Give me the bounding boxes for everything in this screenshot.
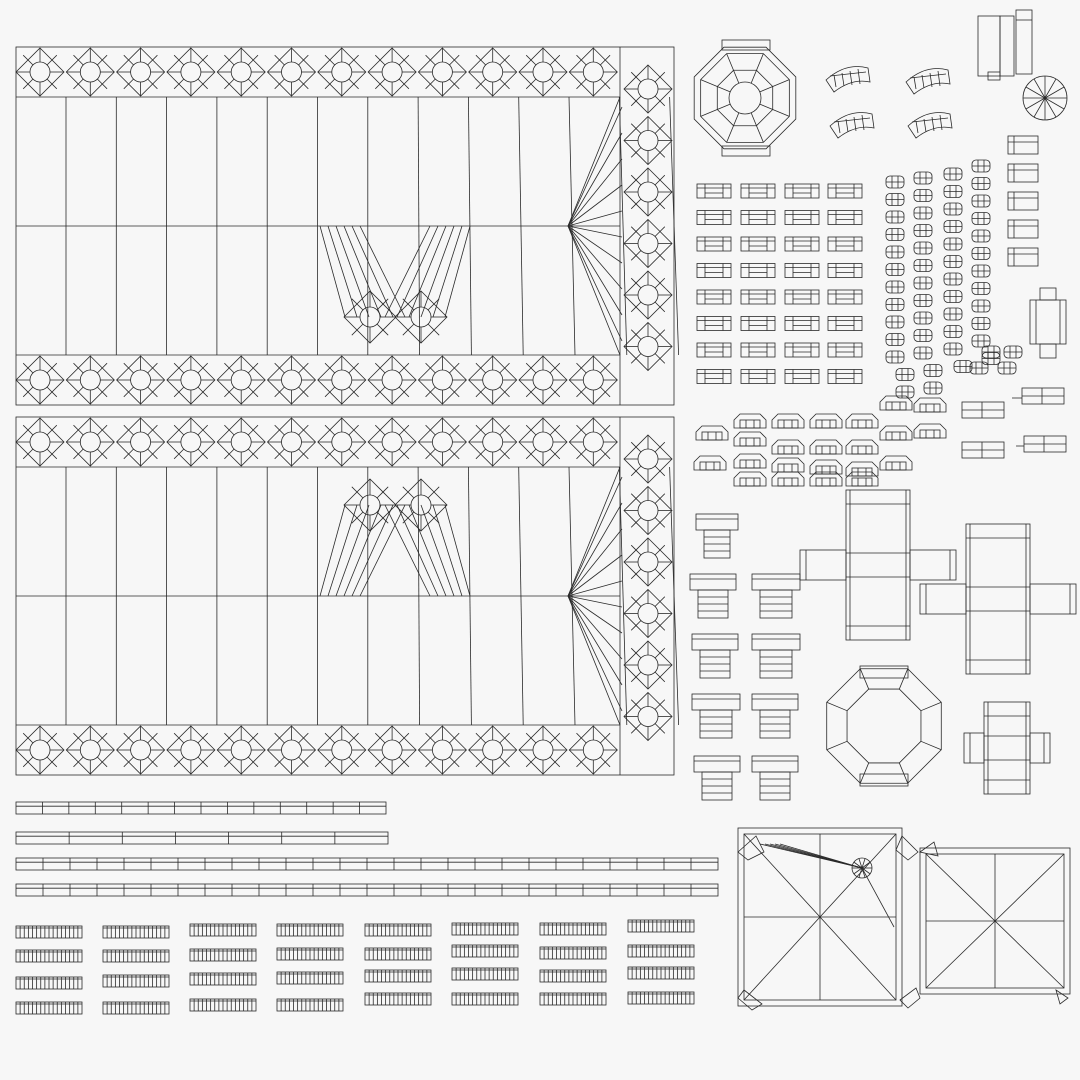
canopy-shell-1 — [738, 828, 902, 1006]
canopy-shell-2 — [920, 848, 1070, 994]
